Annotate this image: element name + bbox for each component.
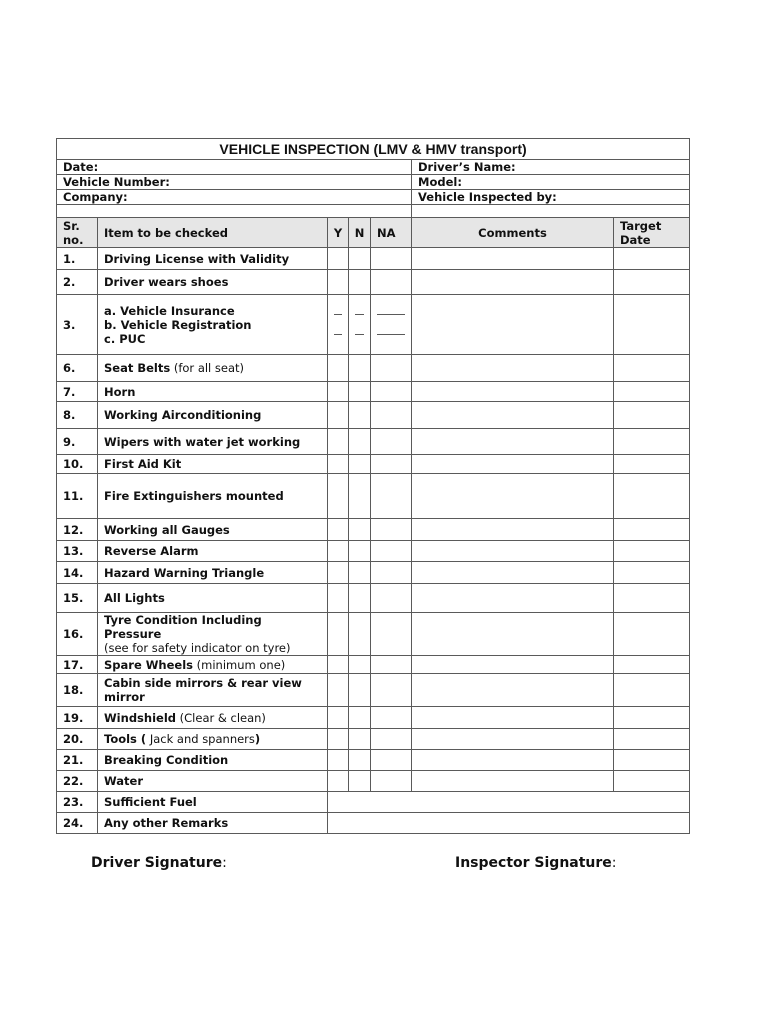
item-label-cell	[98, 402, 328, 429]
item-number: 20.	[57, 729, 98, 750]
item-number: 2.	[57, 270, 98, 295]
comments-cell[interactable]	[412, 750, 614, 771]
item-number: 12.	[57, 519, 98, 541]
item-label-cell	[98, 270, 328, 295]
spacer-cell	[57, 205, 412, 218]
check-y-cell[interactable]	[328, 750, 349, 771]
target-date-cell[interactable]	[614, 382, 690, 402]
sub-item-label: c. PUC	[104, 331, 146, 346]
comments-cell[interactable]	[412, 382, 614, 402]
table-row	[57, 771, 690, 792]
item-label-cell	[98, 656, 328, 674]
comments-cell[interactable]	[412, 674, 614, 707]
vehicle-number-field[interactable]: Vehicle Number:	[57, 175, 412, 190]
check-n-cell[interactable]	[349, 402, 371, 429]
check-y-cell[interactable]	[328, 707, 349, 729]
item-number: 11.	[57, 474, 98, 519]
item-label-cell	[98, 750, 328, 771]
comments-cell[interactable]	[412, 656, 614, 674]
item-label-cell	[98, 792, 328, 813]
target-date-cell[interactable]	[614, 429, 690, 455]
header-na: NA	[371, 218, 412, 248]
driver-name-field[interactable]: Driver’s Name:	[412, 160, 690, 175]
item-note: (minimum one)	[193, 657, 286, 672]
check-n-cell[interactable]	[349, 474, 371, 519]
item-label-tail: )	[254, 732, 261, 746]
item-label-cell	[98, 382, 328, 402]
comments-cell[interactable]	[412, 584, 614, 613]
header-target-date: Target Date	[614, 218, 690, 248]
item-number: 21.	[57, 750, 98, 771]
item-label: Water	[104, 774, 144, 788]
model-field[interactable]: Model:	[412, 175, 690, 190]
date-field[interactable]: Date:	[57, 160, 412, 175]
sub-item-label: a. Vehicle Insurance	[104, 303, 235, 318]
header-item: Item to be checked	[98, 218, 328, 248]
target-date-cell[interactable]	[614, 295, 690, 355]
item-label-cell	[98, 674, 328, 707]
driver-signature-text: Driver Signature	[91, 855, 223, 871]
item-number: 13.	[57, 541, 98, 562]
table-row	[57, 382, 690, 402]
check-na-cell[interactable]	[371, 455, 412, 474]
item-label: Horn	[104, 384, 136, 399]
target-date-cell[interactable]	[614, 729, 690, 750]
item-label-cell	[98, 248, 328, 270]
item-label: Sufficient Fuel	[104, 795, 197, 809]
item-note: (Clear & clean)	[176, 710, 266, 725]
check-na-subcell[interactable]	[377, 295, 405, 315]
check-na-cell[interactable]	[371, 750, 412, 771]
target-date-cell[interactable]	[614, 402, 690, 429]
item-label-cell	[98, 813, 328, 834]
comments-cell[interactable]	[412, 771, 614, 792]
item-number: 23.	[57, 792, 98, 813]
item-label-cell	[98, 613, 328, 656]
comments-cell[interactable]	[412, 402, 614, 429]
form-title: VEHICLE INSPECTION (LMV & HMV transport)	[57, 139, 690, 160]
item-label-cell	[98, 355, 328, 382]
check-y-cell[interactable]	[328, 519, 349, 541]
item-number: 16.	[57, 613, 98, 656]
item-label-cell	[98, 707, 328, 729]
target-date-cell[interactable]	[614, 474, 690, 519]
table-row	[57, 792, 690, 813]
item-label: Tyre Condition Including Pressure	[104, 613, 262, 641]
item-label: Windshield	[104, 710, 176, 725]
target-date-cell[interactable]	[614, 519, 690, 541]
table-row	[57, 474, 690, 519]
comments-cell[interactable]	[412, 295, 614, 355]
item-number: 3.	[57, 295, 98, 355]
item-label-cell	[98, 562, 328, 584]
item-label-cell	[98, 729, 328, 750]
check-na-cell[interactable]	[371, 707, 412, 729]
item-number: 17.	[57, 656, 98, 674]
spacer-cell	[412, 205, 690, 218]
item-label-cell	[98, 519, 328, 541]
check-na-cell[interactable]	[371, 729, 412, 750]
check-na-cell[interactable]	[371, 656, 412, 674]
table-row	[57, 270, 690, 295]
item-label: Driver wears shoes	[104, 275, 229, 289]
check-na-cell[interactable]	[371, 429, 412, 455]
item-label-cell	[98, 541, 328, 562]
check-y-cell[interactable]	[328, 295, 349, 355]
table-row	[57, 455, 690, 474]
item-label: Working Airconditioning	[104, 408, 262, 422]
item-number: 15.	[57, 584, 98, 613]
check-n-cell[interactable]	[349, 674, 371, 707]
target-date-cell[interactable]	[614, 656, 690, 674]
item-number: 24.	[57, 813, 98, 834]
inspected-by-field[interactable]: Vehicle Inspected by:	[412, 190, 690, 205]
target-date-cell[interactable]	[614, 771, 690, 792]
target-date-cell[interactable]	[614, 750, 690, 771]
check-y-cell[interactable]	[328, 402, 349, 429]
check-n-cell[interactable]	[349, 429, 371, 455]
check-n-cell[interactable]	[349, 270, 371, 295]
item-label: Cabin side mirrors & rear view mirror	[104, 676, 302, 704]
comments-cell[interactable]	[412, 429, 614, 455]
target-date-cell[interactable]	[614, 613, 690, 656]
item-note: (see for safety indicator on tyre)	[104, 641, 291, 655]
target-date-cell[interactable]	[614, 707, 690, 729]
check-n-cell[interactable]	[349, 656, 371, 674]
inspector-signature-text: Inspector Signature	[455, 855, 612, 871]
item-number: 19.	[57, 707, 98, 729]
target-date-cell[interactable]	[614, 541, 690, 562]
check-na-cell[interactable]	[371, 562, 412, 584]
check-y-cell[interactable]	[328, 429, 349, 455]
check-n-cell[interactable]	[349, 295, 371, 355]
check-na-cell[interactable]	[371, 674, 412, 707]
inspector-signature-colon: :	[611, 855, 617, 871]
item-label: Any other Remarks	[104, 816, 229, 830]
check-n-subcell[interactable]	[355, 315, 364, 335]
check-n-cell[interactable]	[349, 613, 371, 656]
table-row	[57, 541, 690, 562]
check-n-cell[interactable]	[349, 541, 371, 562]
check-n-cell[interactable]	[349, 729, 371, 750]
item-number: 10.	[57, 455, 98, 474]
check-n-cell[interactable]	[349, 750, 371, 771]
table-row	[57, 562, 690, 584]
check-n-cell[interactable]	[349, 771, 371, 792]
check-na-cell[interactable]	[371, 248, 412, 270]
header-n: N	[349, 218, 371, 248]
check-na-cell[interactable]	[371, 613, 412, 656]
check-n-cell[interactable]	[349, 382, 371, 402]
item-number: 1.	[57, 248, 98, 270]
table-row	[57, 355, 690, 382]
table-row	[57, 519, 690, 541]
check-n-cell[interactable]	[349, 562, 371, 584]
table-row	[57, 750, 690, 771]
table-row	[57, 429, 690, 455]
check-na-cell[interactable]	[371, 541, 412, 562]
item-label: Driving License with Validity	[104, 251, 290, 266]
item-label: Working all Gauges	[104, 522, 230, 537]
header-sr-no: Sr. no.	[57, 218, 98, 248]
table-row	[57, 729, 690, 750]
check-y-subcell[interactable]	[334, 295, 342, 315]
item-label: Tools (	[104, 732, 147, 746]
comments-cell[interactable]	[412, 729, 614, 750]
item-label: Seat Belts	[104, 361, 171, 375]
check-na-cell[interactable]	[371, 355, 412, 382]
item-label: All Lights	[104, 591, 165, 605]
table-header-row	[57, 218, 690, 248]
check-y-cell[interactable]	[328, 584, 349, 613]
check-y-cell[interactable]	[328, 674, 349, 707]
target-date-cell[interactable]	[614, 584, 690, 613]
check-n-cell[interactable]	[349, 248, 371, 270]
header-y: Y	[328, 218, 349, 248]
item-number: 8.	[57, 402, 98, 429]
item-label: First Aid Kit	[104, 457, 182, 471]
check-y-cell[interactable]	[328, 270, 349, 295]
comments-cell[interactable]	[412, 474, 614, 519]
comments-cell[interactable]	[412, 562, 614, 584]
check-n-subcell[interactable]	[355, 295, 364, 315]
item-label-cell	[98, 295, 328, 355]
target-date-cell[interactable]	[614, 270, 690, 295]
target-date-cell[interactable]	[614, 562, 690, 584]
check-na-cell[interactable]	[371, 519, 412, 541]
comments-cell[interactable]	[412, 519, 614, 541]
check-y-cell[interactable]	[328, 541, 349, 562]
check-n-subcell[interactable]	[355, 335, 364, 354]
item-label-cell	[98, 771, 328, 792]
item-number: 14.	[57, 562, 98, 584]
table-row	[57, 295, 690, 355]
item-number: 6.	[57, 355, 98, 382]
table-row	[57, 402, 690, 429]
item-label: Reverse Alarm	[104, 544, 199, 558]
check-y-cell[interactable]	[328, 771, 349, 792]
item-note: (for all seat)	[170, 361, 245, 375]
driver-signature-colon: :	[222, 855, 227, 871]
company-field[interactable]: Company:	[57, 190, 412, 205]
check-y-cell[interactable]	[328, 562, 349, 584]
item-label: Fire Extinguishers mounted	[104, 489, 284, 503]
table-row	[57, 248, 690, 270]
comments-cell[interactable]	[412, 707, 614, 729]
check-na-cell[interactable]	[371, 402, 412, 429]
table-row	[57, 813, 690, 834]
item-label-cell	[98, 455, 328, 474]
item-number: 18.	[57, 674, 98, 707]
target-date-cell[interactable]	[614, 355, 690, 382]
target-date-cell[interactable]	[614, 455, 690, 474]
item-label: Hazard Warning Triangle	[104, 565, 265, 580]
check-y-cell[interactable]	[328, 248, 349, 270]
sub-item-label: b. Vehicle Registration	[104, 317, 252, 332]
item-label-cell	[98, 474, 328, 519]
inspection-form	[56, 138, 690, 834]
item-label: Breaking Condition	[104, 753, 229, 767]
check-na-subcell[interactable]	[377, 335, 405, 354]
inspector-signature-label	[455, 855, 617, 871]
comments-cell[interactable]	[412, 355, 614, 382]
check-y-cell[interactable]	[328, 455, 349, 474]
comments-cell[interactable]	[412, 613, 614, 656]
item-label: Spare Wheels	[104, 657, 194, 672]
driver-signature-label	[91, 855, 227, 871]
item-number: 9.	[57, 429, 98, 455]
comments-cell[interactable]	[412, 248, 614, 270]
item-number: 7.	[57, 382, 98, 402]
check-n-cell[interactable]	[349, 584, 371, 613]
item-label-cell	[98, 429, 328, 455]
table-row	[57, 613, 690, 656]
check-na-cell[interactable]	[371, 270, 412, 295]
check-y-cell[interactable]	[328, 613, 349, 656]
check-n-cell[interactable]	[349, 519, 371, 541]
check-y-cell[interactable]	[328, 656, 349, 674]
comments-cell[interactable]	[412, 455, 614, 474]
check-n-cell[interactable]	[349, 455, 371, 474]
check-na-cell[interactable]	[371, 295, 412, 355]
check-na-cell[interactable]	[371, 474, 412, 519]
table-row	[57, 674, 690, 707]
check-y-cell[interactable]	[328, 729, 349, 750]
check-na-cell[interactable]	[371, 382, 412, 402]
check-y-subcell[interactable]	[334, 335, 342, 354]
item-number: 22.	[57, 771, 98, 792]
item-label-cell	[98, 584, 328, 613]
check-n-cell[interactable]	[349, 355, 371, 382]
item-label: Wipers with water jet working	[104, 434, 301, 449]
remarks-cell[interactable]	[328, 813, 690, 834]
item-note: Jack and spanners	[146, 732, 255, 746]
check-y-subcell[interactable]	[334, 315, 342, 335]
check-y-cell[interactable]	[328, 474, 349, 519]
comments-cell[interactable]	[412, 541, 614, 562]
check-na-cell[interactable]	[371, 584, 412, 613]
target-date-cell[interactable]	[614, 674, 690, 707]
table-row	[57, 584, 690, 613]
check-y-cell[interactable]	[328, 355, 349, 382]
comments-cell[interactable]	[412, 270, 614, 295]
table-row	[57, 656, 690, 674]
target-date-cell[interactable]	[614, 248, 690, 270]
header-comments: Comments	[412, 218, 614, 248]
remarks-cell[interactable]	[328, 792, 690, 813]
check-y-cell[interactable]	[328, 382, 349, 402]
table-row	[57, 707, 690, 729]
check-n-cell[interactable]	[349, 707, 371, 729]
check-na-cell[interactable]	[371, 771, 412, 792]
check-na-subcell[interactable]	[377, 315, 405, 335]
